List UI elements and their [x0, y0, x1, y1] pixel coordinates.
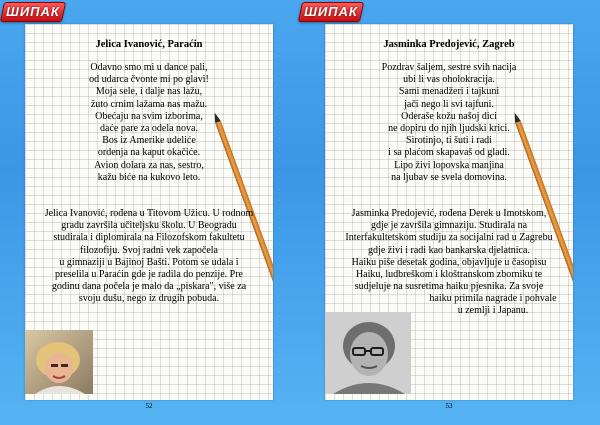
bio-line: gdje je završila gimnaziju. Studirala na: [370, 220, 528, 232]
poem-line: Pozdrav šaljem, sestre svih nacija: [381, 62, 517, 73]
poem-line: Bos iz Amerike udeliće: [102, 135, 196, 147]
bio-line: Haiku piše desetak godina, objavljuje u časopisu: [351, 256, 547, 268]
poem-line: Lipo živi lopovska manjina: [394, 159, 504, 171]
bio-line: filozofiju. Svoj radni vek započela: [79, 244, 218, 256]
poem-line: od udarca čvonte mi po glavi!: [89, 74, 209, 86]
page-title: Jelica Ivanović, Paraćin: [95, 39, 203, 50]
bio-line: sudjeluje na susretima haiku pjesnika. Za svoje: [354, 281, 544, 293]
author-photo: [325, 312, 411, 394]
author-bio-tail: [413, 293, 573, 317]
bio-line: preselila u Paraćin gde je radila do penzije. Pre: [55, 269, 243, 281]
poem-line: ubi li vas oholokracija.: [403, 74, 495, 86]
page-left: [25, 24, 273, 400]
bio-line: Haiku, ludbreškom i kloštranskom zborniku te: [355, 269, 543, 281]
poem-line: jači nego li svi tajfuni.: [404, 98, 494, 110]
poem-line: ne dopiru do njih ljudski krici.: [388, 123, 510, 135]
page-title: Jasminka Predojević, Zagreb: [383, 39, 515, 50]
bio-line: Jasminka Predojević, rođena Derek u Imotskom,: [351, 208, 547, 219]
author-bio: [325, 208, 573, 293]
poem-line: na ljubav se svela domovina.: [391, 171, 507, 183]
logo: ШИПАК: [298, 2, 364, 22]
logo: ШИПАК: [0, 2, 66, 22]
poem-line: Sirotinjo, ti šuti i radi: [406, 135, 492, 147]
poem-line: Sami menadžeri i tajkuni: [398, 86, 500, 98]
poem-line: Odavno smo mi u dance pali,: [90, 62, 208, 73]
poem-line: Avion dolara za nas, sestro,: [94, 159, 204, 171]
bio-line: Jelica Ivanović, rođena u Titovom Užicu. U rodnom: [44, 208, 254, 219]
poem: [325, 62, 573, 184]
poem-line: Obećaju na svim izborima,: [95, 110, 203, 122]
poem: [25, 62, 273, 184]
bio-line: haiku primila nagrade i pohvale: [429, 293, 557, 304]
bio-line: gradu završila učiteljsku školu. U Beogradu: [61, 220, 237, 232]
page-number: 53: [445, 402, 453, 410]
page-number: 52: [145, 402, 153, 410]
bio-line: gdje živi i radi kao bankarska djelatnica.: [368, 244, 530, 256]
poem-line: ordenja na kaput okačiće.: [97, 147, 201, 159]
poem-line: žuto crnim lažama nas mažu.: [90, 98, 208, 110]
poem-line: i sa plaćom skapavaš od gladi.: [388, 147, 510, 159]
page-right: [325, 24, 573, 400]
bio-line: u gimnaziji u Bajinoj Bašti. Potom se udala i: [59, 256, 239, 268]
bio-line: u zemlji i Japanu.: [457, 305, 529, 317]
bio-line: godinu dana počela je malo da „piskara", više za: [51, 281, 247, 293]
bio-line: svoju dušu, nego iz drugih pobuda.: [78, 293, 220, 305]
bio-line: Interfakultetskom studiju za socijalni rad u Zagrebu: [345, 232, 553, 244]
author-photo: [25, 330, 93, 394]
poem-line: Moja sele, i dalje nas lažu,: [95, 86, 203, 98]
author-bio: [25, 208, 273, 306]
poem-line: Oderaše kožu našoj dici: [401, 110, 497, 122]
poem-line: daće pare za odela nova.: [100, 123, 198, 135]
poem-line: kažu biće na kukovo leto.: [97, 171, 201, 183]
bio-line: studirala i diplomirala na Filozofskom fakultetu: [53, 232, 245, 244]
